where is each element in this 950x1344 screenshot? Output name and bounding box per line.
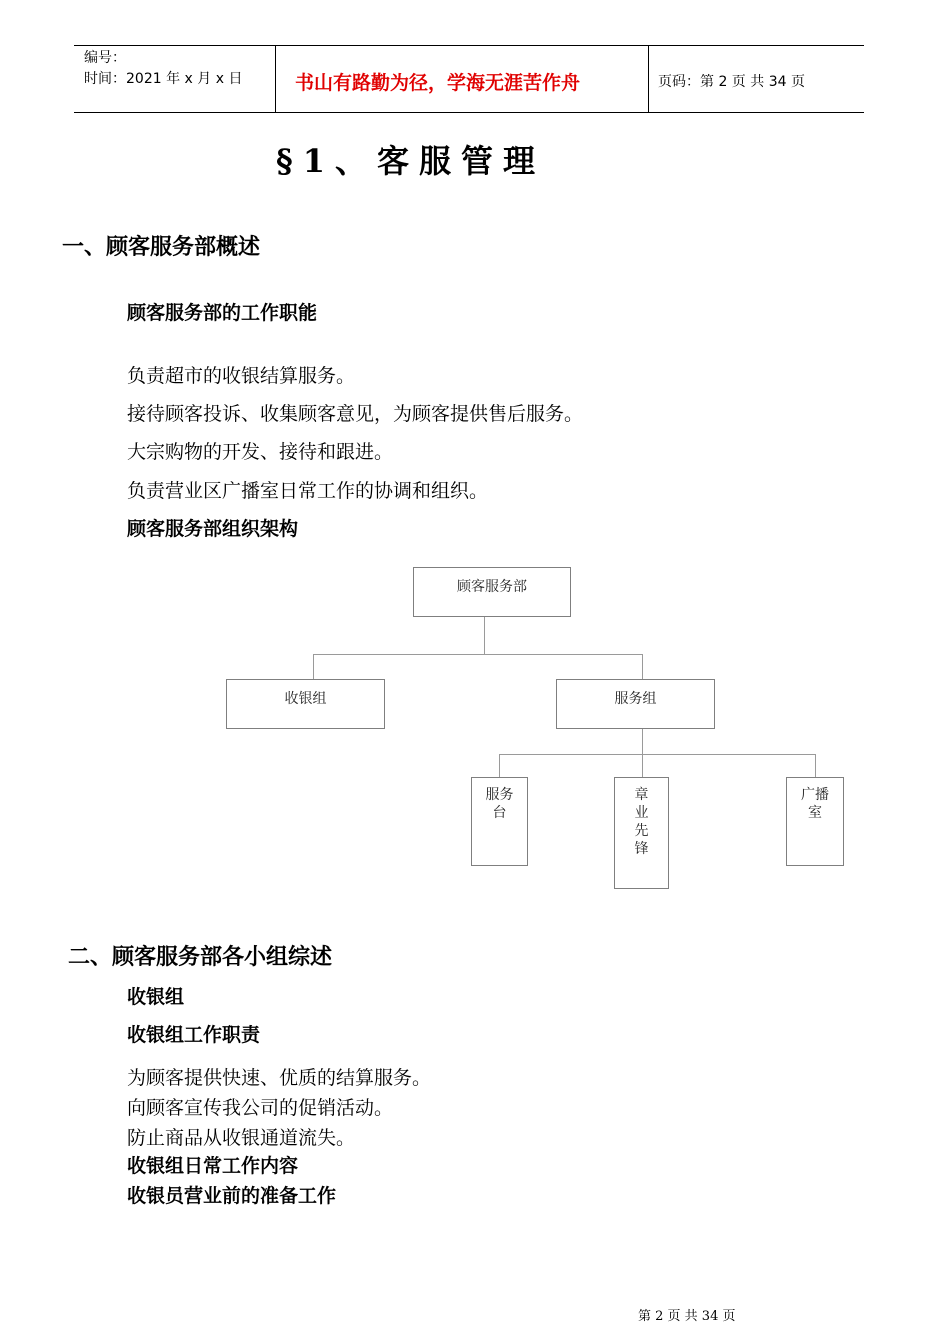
page-info: 页码：第 2 页 共 34 页 (658, 74, 805, 90)
section2-duty: 为顾客提供快速、优质的结算服务。 (127, 1067, 432, 1089)
org-node-service-desk (471, 777, 528, 866)
header-divider-right (648, 45, 649, 113)
section1-duty: 负责营业区广播室日常工作的协调和组织。 (127, 480, 489, 502)
section1-duty: 大宗购物的开发、接待和跟进。 (127, 441, 394, 463)
org-connector (313, 654, 643, 655)
date-label: 时间：2021 年 x 月 x 日 (84, 71, 243, 87)
org-node-service (556, 679, 715, 729)
section1-sub2: 顾客服务部组织架构 (127, 518, 299, 540)
section2-duty: 防止商品从收银通道流失。 (127, 1127, 356, 1149)
org-node-label: 章业先锋 (634, 787, 649, 857)
section1-duty: 接待顾客投诉、收集顾客意见，为顾客提供售后服务。 (127, 403, 584, 425)
section2-group: 收银组 (127, 986, 185, 1008)
section1-heading: 一、顾客服务部概述 (62, 235, 261, 260)
org-connector (642, 729, 643, 754)
org-node-label: 广播室 (801, 787, 829, 821)
org-node-pioneer (614, 777, 669, 889)
org-node-root (413, 567, 571, 617)
org-connector (642, 654, 643, 680)
section2-duty: 向顾客宣传我公司的促销活动。 (127, 1097, 394, 1119)
header-bottom-border (74, 112, 864, 113)
section1-sub1: 顾客服务部的工作职能 (127, 302, 318, 324)
header-divider-left (275, 45, 276, 113)
org-connector (499, 754, 500, 778)
org-node-label: 顾客服务部 (457, 579, 527, 595)
page-footer: 第 2 页 共 34 页 (638, 1309, 736, 1324)
org-connector (499, 754, 816, 755)
org-node-label: 收银组 (284, 691, 327, 707)
motto: 书山有路勤为径，学海无涯苦作舟 (295, 72, 581, 94)
section2-sub2: 收银组日常工作内容 (127, 1155, 299, 1177)
org-node-cashier (226, 679, 385, 729)
section2-heading: 二、顾客服务部各小组综述 (68, 945, 333, 970)
org-connector (642, 754, 643, 778)
page-title: §1、客服管理 (276, 142, 546, 180)
section2-sub3: 收银员营业前的准备工作 (127, 1185, 337, 1207)
org-node-broadcast (786, 777, 844, 866)
section2-sub1: 收银组工作职责 (127, 1024, 261, 1046)
org-node-label: 服务组 (614, 691, 657, 707)
org-node-label: 服务台 (485, 787, 514, 821)
code-label: 编号： (84, 50, 126, 66)
org-connector (313, 654, 314, 680)
header-meta (84, 48, 242, 90)
org-connector (484, 617, 485, 654)
section1-duty: 负责超市的收银结算服务。 (127, 365, 356, 387)
header-top-border (74, 45, 864, 46)
org-connector (815, 754, 816, 778)
